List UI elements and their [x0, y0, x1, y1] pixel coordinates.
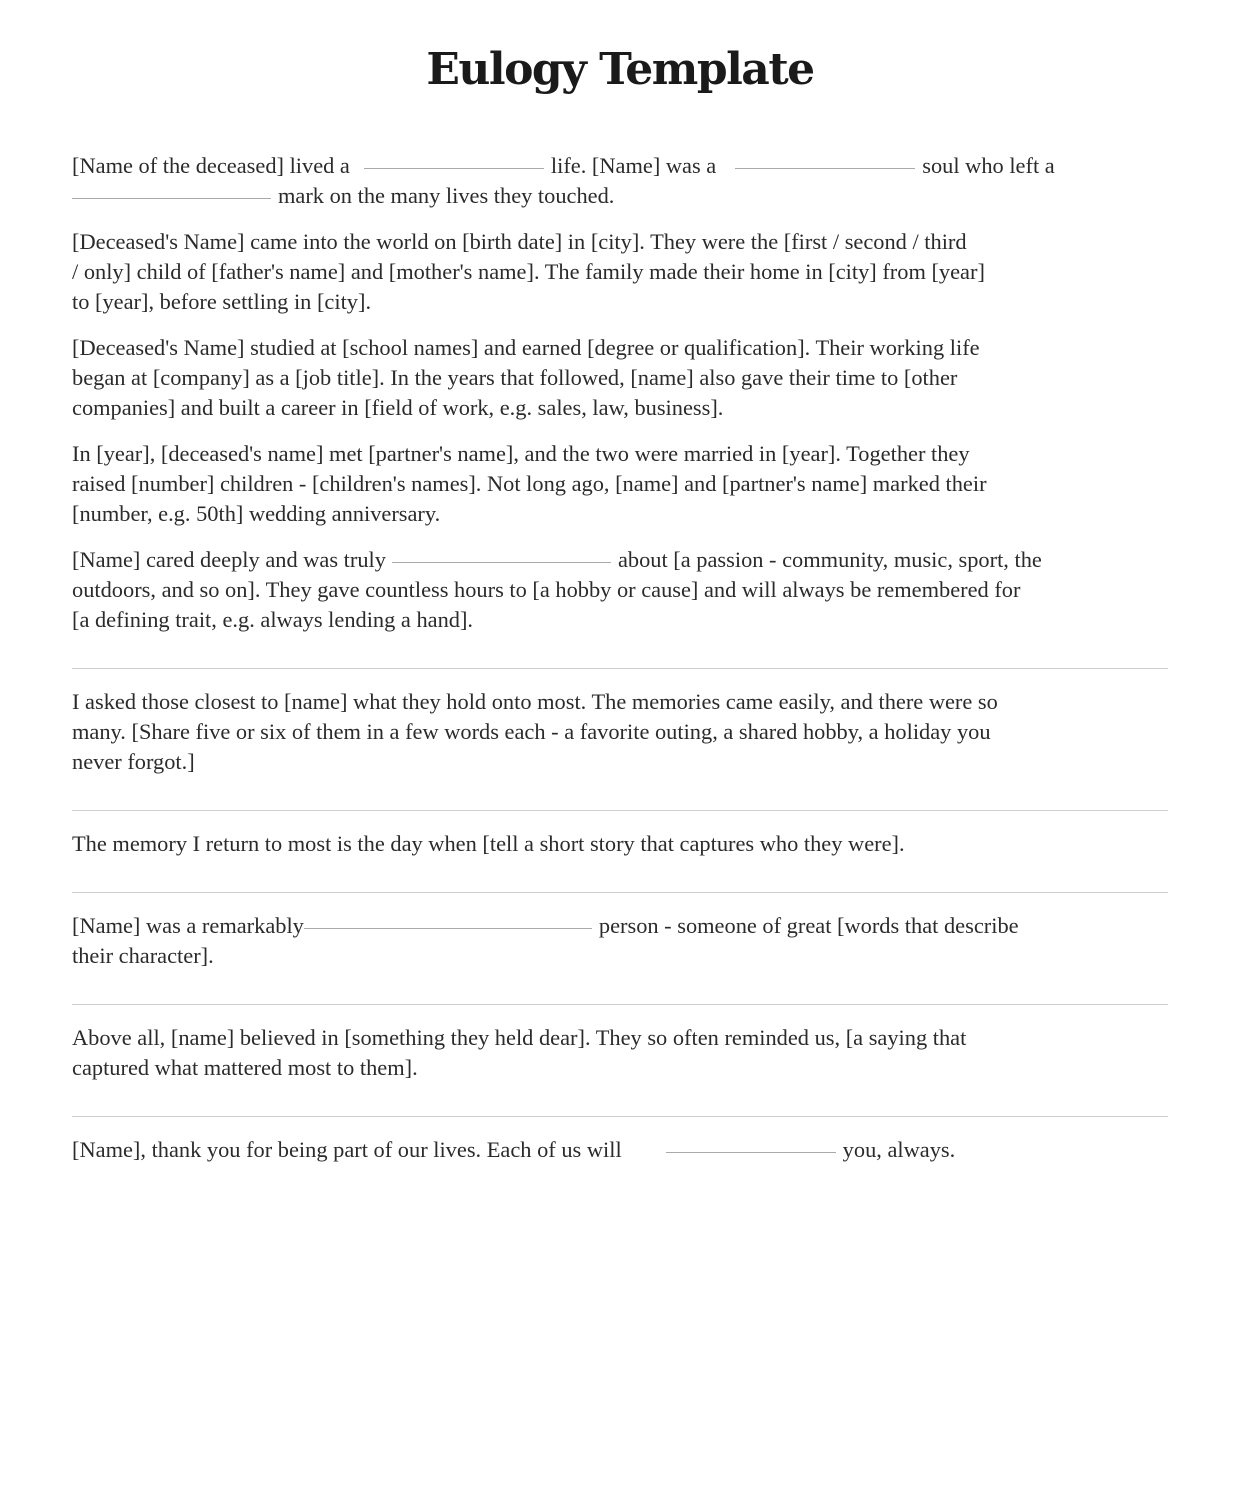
- paragraph-character-line-1: [72, 911, 1019, 941]
- passion-text-b: about [a passion - community, music, sport, the: [617, 547, 1042, 572]
- blank-line-mark[interactable]: [72, 198, 271, 199]
- blank-line-always[interactable]: [666, 1152, 836, 1153]
- paragraph-beliefs-line-1: Above all, [name] believed in [something they held dear]. They so often reminded us, [a saying that: [72, 1025, 967, 1050]
- character-text-b: person - someone of great [words that describe: [598, 913, 1019, 938]
- paragraph-intro-line-2: [72, 181, 1055, 211]
- paragraph-family-line-1: In [year], [deceased's name] met [partner's name], and the two were married in [year]. Together they: [72, 441, 970, 466]
- intro-text-a: [Name of the deceased] lived a: [72, 153, 350, 178]
- paragraph-memories-line-3: never forgot.]: [72, 749, 195, 774]
- paragraph-career: [72, 333, 980, 423]
- paragraph-birth-line-1: [Deceased's Name] came into the world on [birth date] in [city]. They were the [first / second / third: [72, 229, 967, 254]
- intro-text-b: life. [Name] was a: [550, 153, 717, 178]
- paragraph-beliefs-line-2: captured what mattered most to them].: [72, 1055, 418, 1080]
- section-divider-4: [72, 1004, 1168, 1005]
- paragraph-family-line-3: [number, e.g. 50th] wedding anniversary.: [72, 501, 441, 526]
- paragraph-memories-line-2: many. [Share five or six of them in a few words each - a favorite outing, a shared hobby, a holiday you: [72, 719, 991, 744]
- paragraph-character-line-2: their character].: [72, 943, 214, 968]
- paragraph-passion-line-1: [72, 545, 1042, 575]
- blank-line-life[interactable]: [364, 168, 544, 169]
- paragraph-closing: [72, 1135, 955, 1165]
- paragraph-career-line-3: companies] and built a career in [field of work, e.g. sales, law, business].: [72, 395, 724, 420]
- section-divider-5: [72, 1116, 1168, 1117]
- section-divider-3: [72, 892, 1168, 893]
- eulogy-document: [72, 0, 1168, 1162]
- paragraph-career-line-1: [Deceased's Name] studied at [school names] and earned [degree or qualification]. Their working life: [72, 335, 980, 360]
- closing-text-b: you, always.: [842, 1137, 956, 1162]
- paragraph-career-line-2: began at [company] as a [job title]. In the years that followed, [name] also gave their time to [other: [72, 365, 958, 390]
- paragraph-passion: [72, 545, 1042, 635]
- paragraph-story-line-1: The memory I return to most is the day when [tell a short story that captures who they were].: [72, 831, 905, 856]
- paragraph-closing-line-1: [72, 1135, 955, 1165]
- blank-line-soul[interactable]: [735, 168, 915, 169]
- blank-line-remarkably[interactable]: [304, 928, 592, 929]
- paragraph-beliefs: [72, 1023, 966, 1083]
- paragraph-intro: [72, 151, 1055, 211]
- closing-text-a: [Name], thank you for being part of our lives. Each of us will: [72, 1137, 622, 1162]
- paragraph-memories-line-1: I asked those closest to [name] what they hold onto most. The memories came easily, and there were so: [72, 689, 998, 714]
- paragraph-family-line-2: raised [number] children - [children's names]. Not long ago, [name] and [partner's name] marked their: [72, 471, 987, 496]
- section-divider-1: [72, 668, 1168, 669]
- paragraph-character: [72, 911, 1019, 971]
- intro-text-c: soul who left a: [922, 153, 1055, 178]
- paragraph-birth: [72, 227, 985, 317]
- blank-line-truly[interactable]: [392, 562, 611, 563]
- paragraph-story: [72, 829, 905, 859]
- section-divider-2: [72, 810, 1168, 811]
- character-text-a: [Name] was a remarkably: [72, 913, 304, 938]
- paragraph-passion-line-2: outdoors, and so on]. They gave countless hours to [a hobby or cause] and will always be remembered for: [72, 577, 1021, 602]
- intro-text-d: mark on the many lives they touched.: [278, 183, 615, 208]
- paragraph-passion-line-3: [a defining trait, e.g. always lending a hand].: [72, 607, 474, 632]
- paragraph-intro-line-1: [72, 151, 1055, 181]
- passion-text-a: [Name] cared deeply and was truly: [72, 547, 386, 572]
- paragraph-birth-line-2: / only] child of [father's name] and [mother's name]. The family made their home in [city] from [year]: [72, 259, 985, 284]
- paragraph-birth-line-3: to [year], before settling in [city].: [72, 289, 372, 314]
- paragraph-memories: [72, 687, 998, 777]
- paragraph-family: [72, 439, 987, 529]
- page-title: Eulogy Template: [426, 44, 814, 95]
